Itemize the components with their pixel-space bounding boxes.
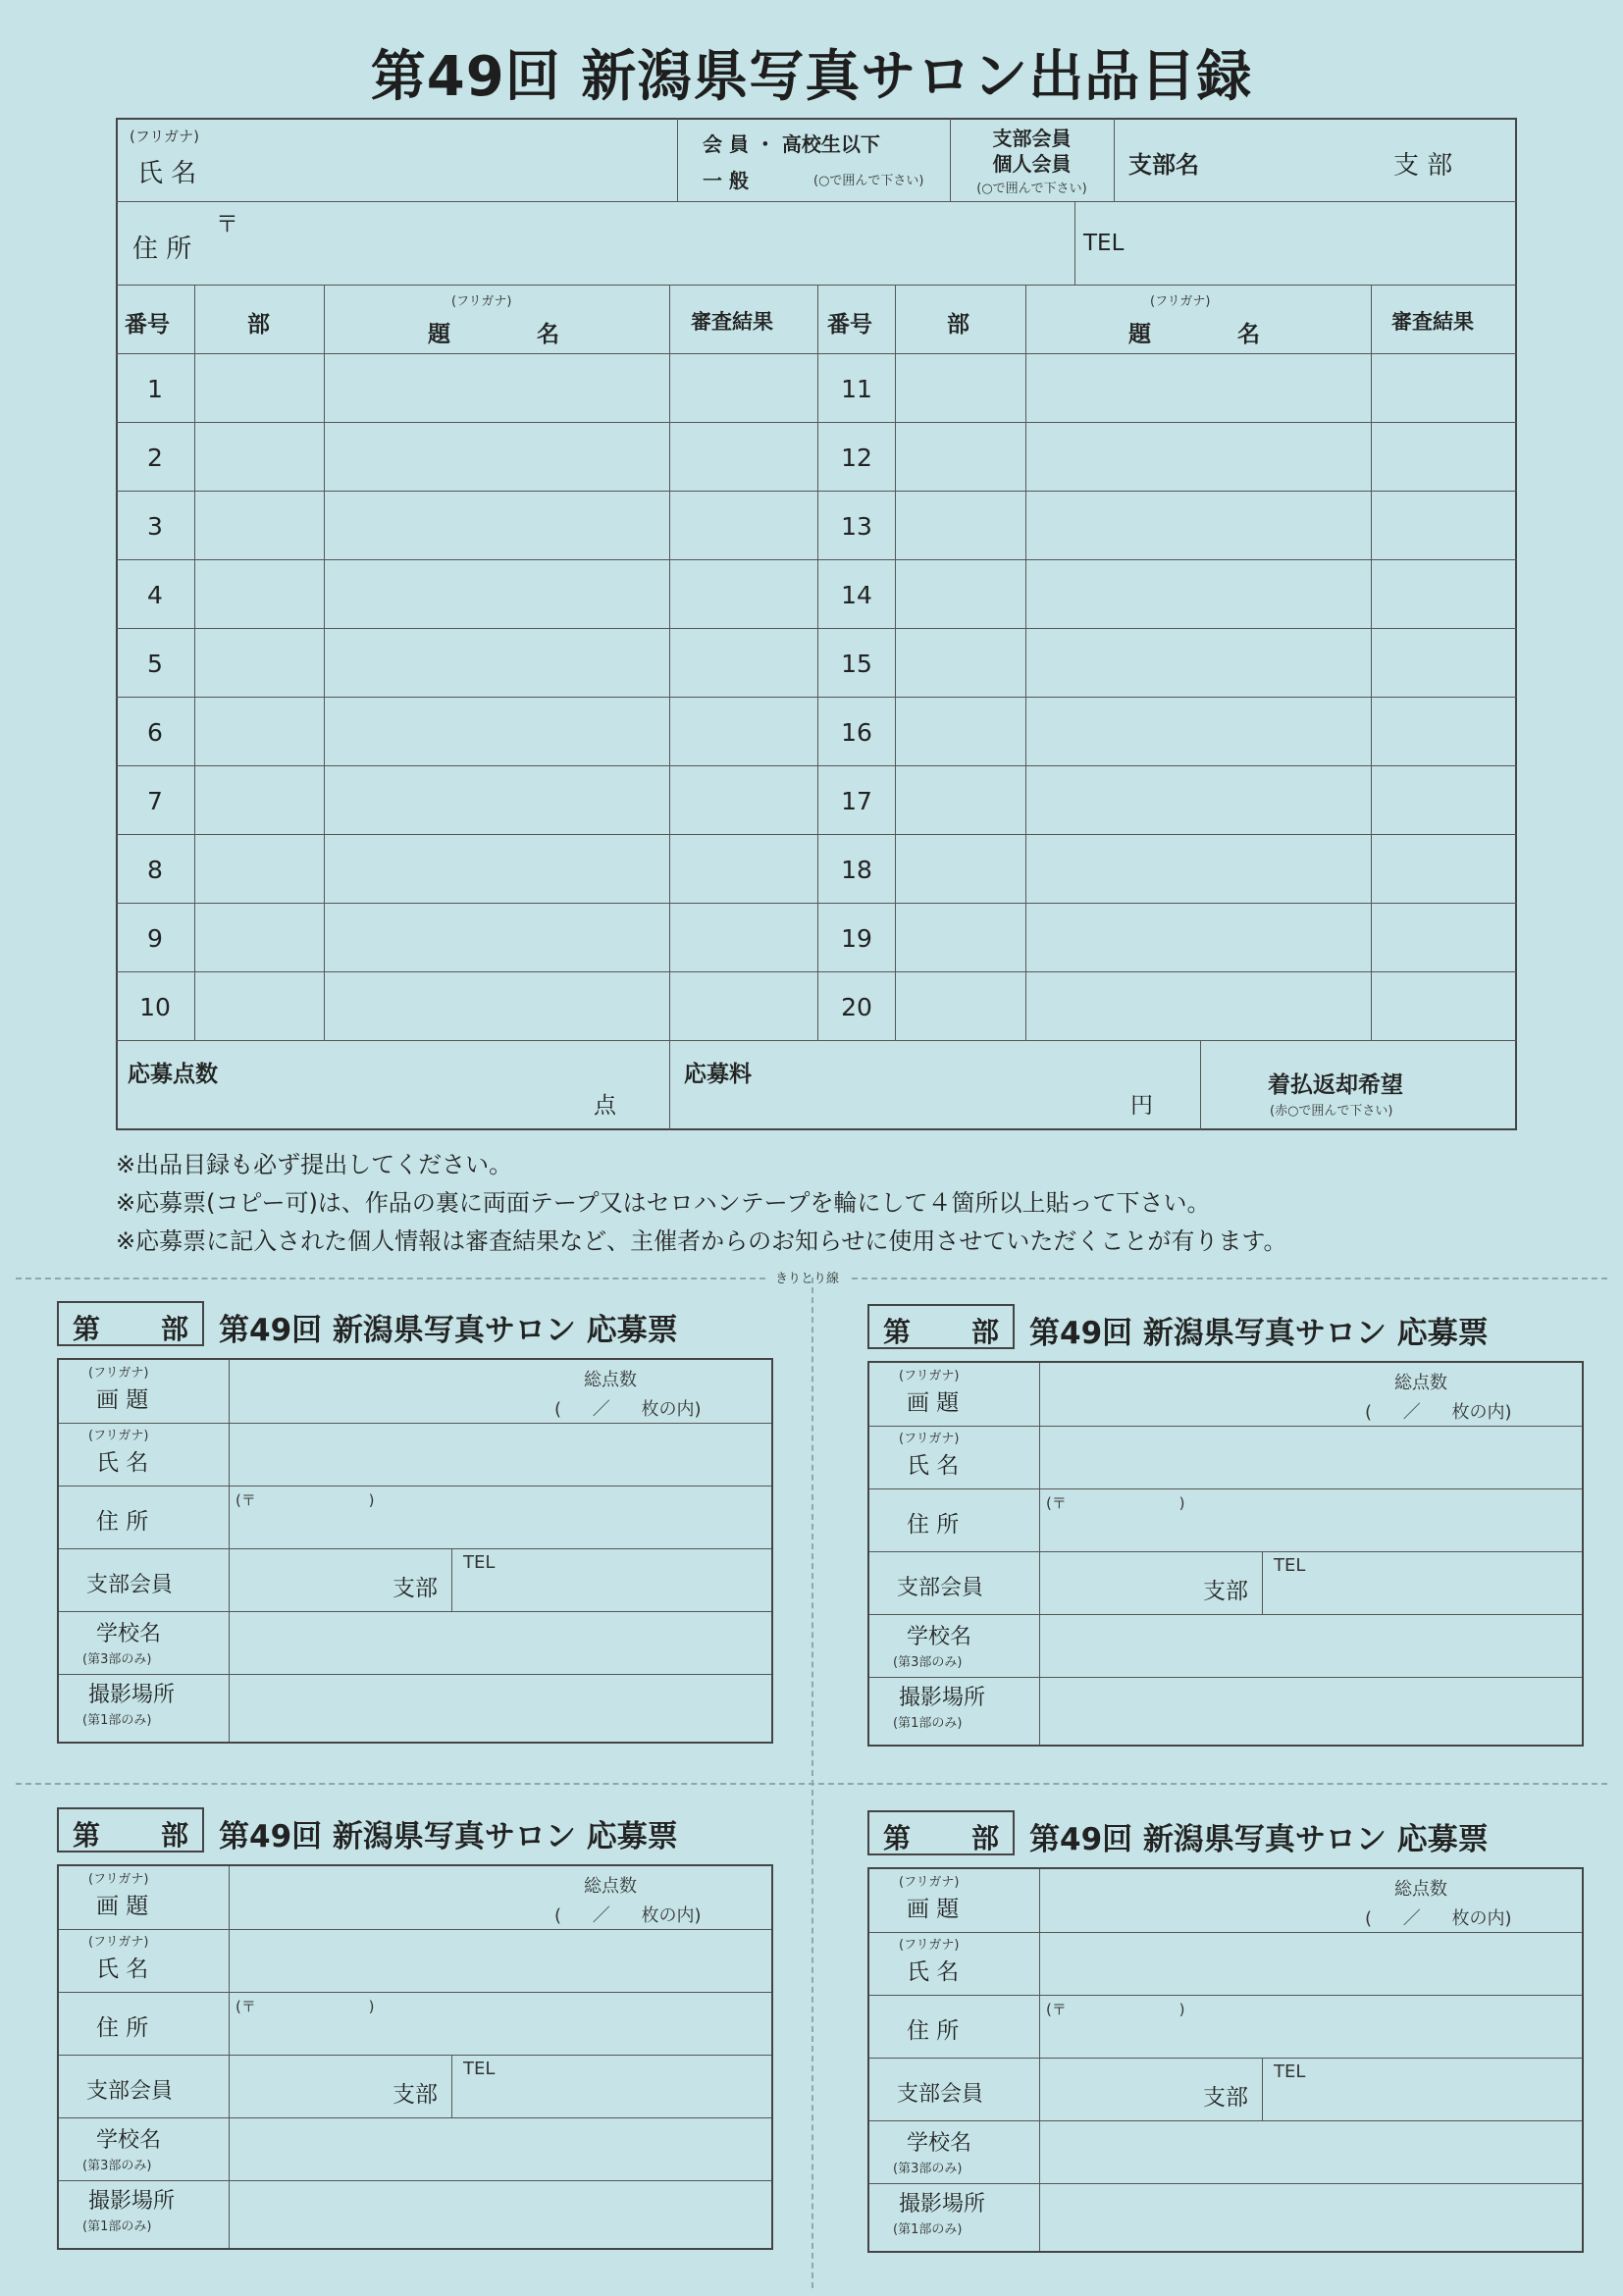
ticket-furigana: (フリガナ) xyxy=(899,1938,960,1953)
ticket-postal: (〒 ) xyxy=(1046,2001,1185,2018)
ticket-total-label: 総点数 xyxy=(1394,1373,1447,1393)
ticket-dept-box[interactable] xyxy=(57,1301,204,1346)
ticket-school-label: 学校名 xyxy=(96,2128,162,2153)
ticket-grid xyxy=(867,1867,1584,2253)
note-item: ※出品目録も必ず提出してください。 xyxy=(116,1151,513,1178)
cut-line xyxy=(812,1278,813,2288)
ticket-branch-suffix: 支部 xyxy=(393,2082,438,2108)
col-number-left: 番号 xyxy=(125,312,170,338)
ticket-picture-title-label: 画 題 xyxy=(907,1897,960,1922)
cut-line xyxy=(16,1278,765,1279)
ticket-input-area[interactable] xyxy=(1042,1365,1572,1738)
ticket-branch-suffix: 支部 xyxy=(1203,2085,1248,2111)
ticket-furigana: (フリガナ) xyxy=(899,1875,960,1890)
ticket-tel-label: TEL xyxy=(463,1552,496,1573)
divider xyxy=(229,1360,230,1742)
ticket-dept-right: 部 xyxy=(161,1313,189,1345)
page-title: 第49回 新潟県写真サロン出品目録 xyxy=(370,45,1253,109)
ticket-total-label: 総点数 xyxy=(584,1876,637,1897)
note-item: ※応募票に記入された個人情報は審査結果など、主催者からのお知らせに使用させていただくことが有ります。 xyxy=(116,1227,1287,1255)
ticket-total-paren: ( ／ 枚の内) xyxy=(554,1399,702,1420)
ticket-dept-box[interactable] xyxy=(867,1810,1015,1855)
ticket-name-label: 氏 名 xyxy=(907,1959,960,1985)
ticket-furigana: (フリガナ) xyxy=(88,1935,149,1950)
row-number: 6 xyxy=(147,718,163,747)
ticket-input-area[interactable] xyxy=(232,1868,761,2241)
ticket-furigana: (フリガナ) xyxy=(899,1432,960,1446)
ticket-input-area[interactable] xyxy=(232,1362,761,1735)
divider xyxy=(1114,118,1115,201)
ticket-furigana: (フリガナ) xyxy=(88,1366,149,1381)
ticket-postal: (〒 ) xyxy=(236,1998,375,2015)
col-title-left: 題 名 xyxy=(428,322,600,347)
postal-mark: 〒 xyxy=(216,212,238,237)
row-number: 20 xyxy=(841,993,872,1021)
ticket-furigana: (フリガナ) xyxy=(88,1872,149,1887)
branch-name-label: 支部名 xyxy=(1128,151,1199,179)
ticket-furigana: (フリガナ) xyxy=(899,1369,960,1383)
ticket-dept-left: 第 xyxy=(883,1822,912,1854)
ticket-grid xyxy=(57,1358,773,1744)
ticket-location-label: 撮影場所 xyxy=(899,1686,986,1710)
branch-suffix: 支 部 xyxy=(1393,151,1453,181)
row-number: 4 xyxy=(147,581,163,609)
ticket-total-paren: ( ／ 枚の内) xyxy=(1365,1908,1512,1929)
points-unit: 点 xyxy=(594,1093,616,1119)
col-dept-right: 部 xyxy=(947,312,969,338)
ticket-address-label: 住 所 xyxy=(96,2015,149,2041)
ticket-branch-member-label: 支部会員 xyxy=(897,1576,984,1600)
row-number: 10 xyxy=(139,993,171,1021)
return-request-field[interactable] xyxy=(1201,1041,1516,1129)
entries-right-input-area[interactable] xyxy=(896,354,1516,1039)
member-type-line1: 会 員 ・ 高校生以下 xyxy=(703,132,880,156)
ticket-dept-left: 第 xyxy=(73,1819,101,1852)
ticket-address-label: 住 所 xyxy=(96,1509,149,1535)
ticket-total-label: 総点数 xyxy=(584,1370,637,1390)
divider xyxy=(1039,1363,1040,1745)
divider xyxy=(229,1866,230,2248)
ticket-picture-title-label: 画 題 xyxy=(96,1387,149,1413)
total-points-input[interactable] xyxy=(255,1044,579,1126)
ticket-name-label: 氏 名 xyxy=(907,1453,960,1479)
ticket-grid xyxy=(57,1864,773,2250)
cut-line-label: きりとり線 xyxy=(775,1272,840,1286)
ticket-school-label: 学校名 xyxy=(96,1622,162,1646)
ticket-dept-box[interactable] xyxy=(867,1304,1015,1349)
row-number: 15 xyxy=(841,650,872,678)
ticket-location-label: 撮影場所 xyxy=(88,2189,176,2214)
ticket-dept-right: 部 xyxy=(971,1822,1000,1854)
ticket-address-label: 住 所 xyxy=(907,1512,960,1538)
ticket-furigana: (フリガナ) xyxy=(88,1429,149,1443)
row-number: 9 xyxy=(147,924,163,953)
member-type-line2: 一 般 xyxy=(703,169,749,192)
branch-name-input[interactable] xyxy=(1246,123,1403,196)
ticket-postal: (〒 ) xyxy=(1046,1494,1185,1512)
entry-ticket xyxy=(57,1301,773,1752)
row-number: 18 xyxy=(841,856,872,884)
row-number: 14 xyxy=(841,581,872,609)
ticket-address-label: 住 所 xyxy=(907,2018,960,2044)
ticket-school-note: (第3部のみ) xyxy=(82,2159,152,2173)
ticket-tel-label: TEL xyxy=(463,2059,496,2079)
address-label: 住 所 xyxy=(132,235,192,264)
cut-line xyxy=(852,1278,1607,1279)
return-note: (赤○で囲んで下さい) xyxy=(1270,1104,1393,1119)
ticket-location-note: (第1部のみ) xyxy=(82,2219,152,2234)
row-number: 2 xyxy=(147,444,163,472)
col-title-furigana-left: (フリガナ) xyxy=(451,294,512,309)
ticket-location-note: (第1部のみ) xyxy=(893,1716,963,1731)
row-number: 19 xyxy=(841,924,872,953)
ticket-dept-right: 部 xyxy=(971,1316,1000,1348)
ticket-branch-suffix: 支部 xyxy=(393,1576,438,1601)
ticket-title: 第49回 新潟県写真サロン 応募票 xyxy=(219,1819,678,1854)
name-label: 氏 名 xyxy=(137,159,197,188)
ticket-location-note: (第1部のみ) xyxy=(82,1713,152,1728)
member-type-note: (○で囲んで下さい) xyxy=(813,174,924,188)
col-result-right: 審査結果 xyxy=(1391,310,1474,334)
branch-member-line1: 支部会員 xyxy=(992,127,1072,150)
divider xyxy=(669,285,670,1130)
ticket-branch-member-label: 支部会員 xyxy=(897,2082,984,2107)
yen-unit: 円 xyxy=(1130,1093,1153,1119)
row-number: 3 xyxy=(147,512,163,541)
ticket-branch-suffix: 支部 xyxy=(1203,1579,1248,1604)
note-item: ※応募票(コピー可)は、作品の裏に両面テープ又はセロハンテープを輪にして４箇所以上貼って下さい。 xyxy=(116,1189,1211,1217)
row-number: 11 xyxy=(841,375,872,403)
ticket-title: 第49回 新潟県写真サロン 応募票 xyxy=(1029,1822,1489,1857)
ticket-dept-box[interactable] xyxy=(57,1807,204,1852)
divider xyxy=(116,201,1517,202)
entry-ticket xyxy=(867,1304,1584,1755)
total-points-label: 応募点数 xyxy=(128,1062,218,1087)
ticket-picture-title-label: 画 題 xyxy=(907,1390,960,1416)
notes xyxy=(116,1146,1286,1261)
col-dept-left: 部 xyxy=(247,312,270,338)
row-number: 8 xyxy=(147,856,163,884)
ticket-total-label: 総点数 xyxy=(1394,1879,1447,1900)
row-number: 5 xyxy=(147,650,163,678)
ticket-picture-title-label: 画 題 xyxy=(96,1894,149,1919)
return-label: 着払返却希望 xyxy=(1268,1072,1403,1098)
divider xyxy=(1039,1869,1040,2251)
entry-ticket xyxy=(867,1810,1584,2262)
ticket-location-label: 撮影場所 xyxy=(899,2192,986,2217)
row-number: 13 xyxy=(841,512,872,541)
row-number: 12 xyxy=(841,444,872,472)
ticket-tel-label: TEL xyxy=(1274,2061,1306,2082)
ticket-total-paren: ( ／ 枚の内) xyxy=(1365,1402,1512,1423)
ticket-postal: (〒 ) xyxy=(236,1491,375,1509)
col-number-right: 番号 xyxy=(827,312,872,338)
ticket-title: 第49回 新潟県写真サロン 応募票 xyxy=(1029,1316,1489,1351)
ticket-tel-label: TEL xyxy=(1274,1555,1306,1576)
ticket-school-label: 学校名 xyxy=(907,1625,972,1649)
ticket-input-area[interactable] xyxy=(1042,1871,1572,2244)
name-furigana-label: (フリガナ) xyxy=(130,128,199,145)
row-number: 1 xyxy=(147,375,163,403)
ticket-name-label: 氏 名 xyxy=(96,1450,149,1476)
ticket-branch-member-label: 支部会員 xyxy=(86,2079,174,2104)
ticket-school-note: (第3部のみ) xyxy=(82,1652,152,1667)
ticket-school-label: 学校名 xyxy=(907,2131,972,2156)
tel-label: TEL xyxy=(1083,231,1125,256)
ticket-name-label: 氏 名 xyxy=(96,1957,149,1982)
col-title-right: 題 名 xyxy=(1128,322,1300,347)
divider xyxy=(1074,201,1075,285)
member-type-field[interactable] xyxy=(678,119,949,200)
branch-member-line2: 個人会員 xyxy=(992,152,1072,176)
ticket-location-note: (第1部のみ) xyxy=(893,2222,963,2237)
fee-input[interactable] xyxy=(785,1044,1119,1126)
branch-member-note: (○で囲んで下さい) xyxy=(976,182,1087,196)
ticket-dept-right: 部 xyxy=(161,1819,189,1852)
ticket-dept-left: 第 xyxy=(883,1316,912,1348)
branch-member-type-field[interactable] xyxy=(951,119,1113,200)
row-number: 17 xyxy=(841,787,872,815)
ticket-branch-member-label: 支部会員 xyxy=(86,1573,174,1597)
entry-ticket xyxy=(57,1807,773,2259)
col-result-left: 審査結果 xyxy=(691,310,773,334)
col-title-furigana-right: (フリガナ) xyxy=(1150,294,1211,309)
address-input[interactable] xyxy=(245,206,1060,280)
entries-left-input-area[interactable] xyxy=(195,354,668,1039)
row-number: 7 xyxy=(147,787,163,815)
row-number: 16 xyxy=(841,718,872,747)
ticket-school-note: (第3部のみ) xyxy=(893,2162,963,2176)
ticket-grid xyxy=(867,1361,1584,1747)
ticket-school-note: (第3部のみ) xyxy=(893,1655,963,1670)
ticket-dept-left: 第 xyxy=(73,1313,101,1345)
fee-label: 応募料 xyxy=(684,1062,752,1087)
ticket-location-label: 撮影場所 xyxy=(88,1683,176,1707)
divider xyxy=(116,285,1517,286)
ticket-total-paren: ( ／ 枚の内) xyxy=(554,1905,702,1926)
ticket-title: 第49回 新潟県写真サロン 応募票 xyxy=(219,1313,678,1348)
tel-input[interactable] xyxy=(1138,206,1511,280)
